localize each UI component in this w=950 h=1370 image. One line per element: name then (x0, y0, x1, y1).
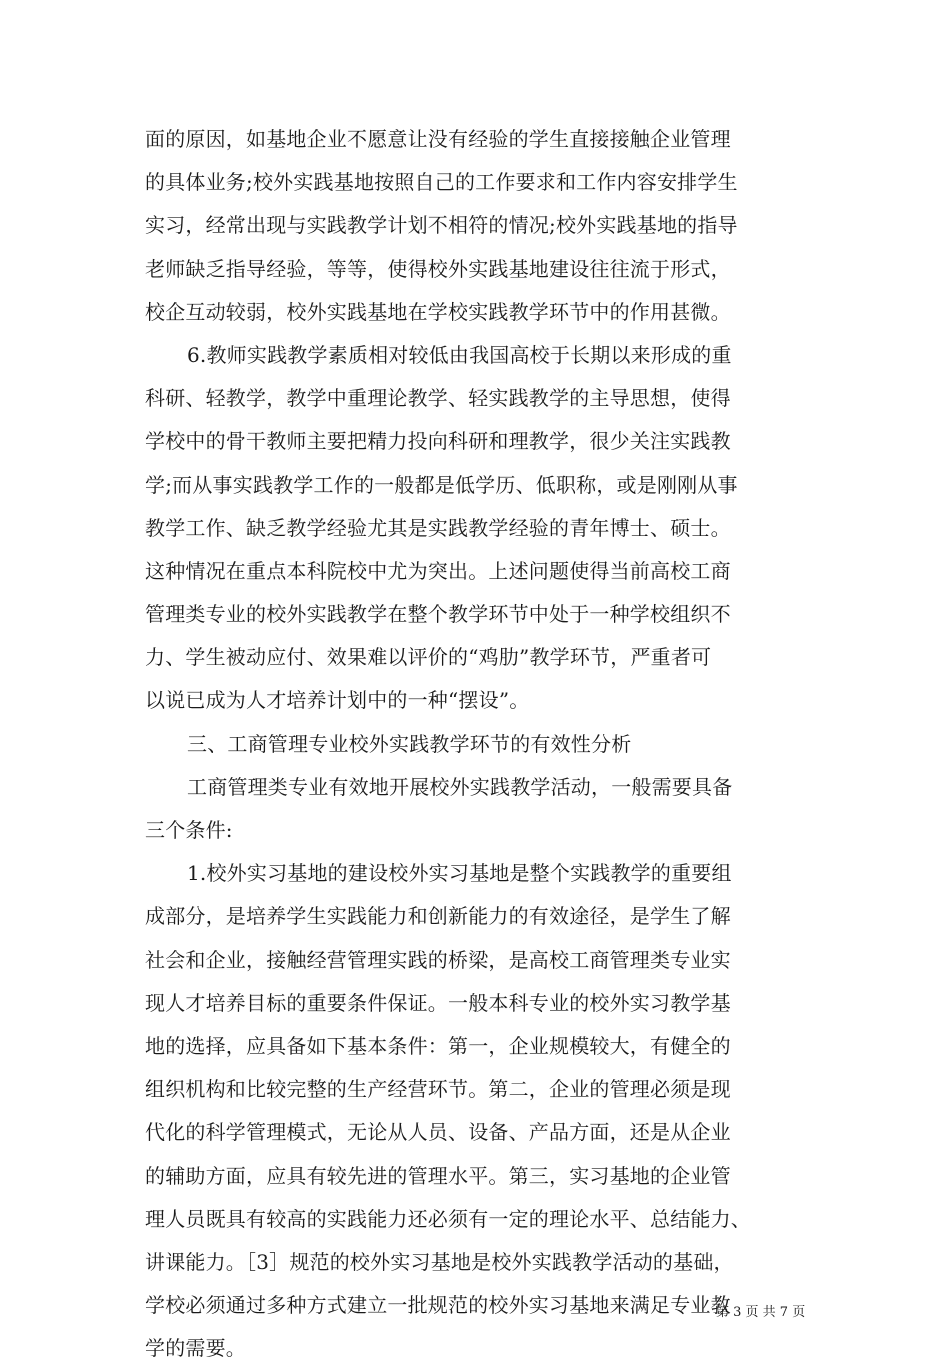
text-line: 面的原因，如基地企业不愿意让没有经验的学生直接接触企业管理 (145, 127, 731, 151)
text-line: 以说已成为人才培养计划中的一种“摆设”。 (145, 688, 530, 713)
text-line: 成部分，是培养学生实践能力和创新能力的有效途径，是学生了解 (145, 904, 731, 929)
page-number-footer: 第 3 页 共 7 页 (716, 1305, 806, 1320)
text-line: 地的选择，应具备如下基本条件：第一，企业规模较大，有健全的 (145, 1033, 731, 1058)
text-line: 教学工作、缺乏教学经验尤其是实践教学经验的青年博士、硕士。 (145, 515, 731, 540)
text-line: 的具体业务;校外实践基地按照自己的工作要求和工作内容安排学生 (145, 170, 738, 195)
text-line: 实习，经常出现与实践教学计划不相符的情况;校外实践基地的指导 (145, 213, 738, 238)
text-line: 讲课能力。［3］规范的校外实习基地是校外实践教学活动的基础， (145, 1249, 734, 1274)
text-line: 现人才培养目标的重要条件保证。一般本科专业的校外实习教学基 (145, 990, 731, 1015)
paragraph-start-line: 工商管理类专业有效地开展校外实践教学活动，一般需要具备 (187, 774, 733, 799)
text-line: 学的需要。 (145, 1336, 246, 1361)
text-line: 学校中的骨干教师主要把精力投向科研和理教学，很少关注实践教 (145, 429, 731, 454)
text-line: 组织机构和比较完整的生产经营环节。第二，企业的管理必须是现 (145, 1077, 731, 1102)
text-line: 代化的科学管理模式，无论从人员、设备、产品方面，还是从企业 (145, 1120, 731, 1145)
text-line: 学校必须通过多种方式建立一批规范的校外实习基地来满足专业教 (145, 1293, 731, 1318)
text-line: 三个条件: (145, 818, 233, 842)
text-line: 管理类专业的校外实践教学在整个教学环节中处于一种学校组织不 (145, 602, 731, 627)
text-line: 老师缺乏指导经验，等等，使得校外实践基地建设往往流于形式， (145, 256, 731, 281)
text-line: 理人员既具有较高的实践能力还必须有一定的理论水平、总结能力、 (145, 1206, 751, 1231)
paragraph-start-line: 1.校外实习基地的建设校外实习基地是整个实践教学的重要组 (187, 861, 732, 886)
text-line: 社会和企业，接触经营管理实践的桥梁，是高校工商管理类专业实 (145, 947, 731, 972)
text-line: 校企互动较弱，校外实践基地在学校实践教学环节中的作用甚微。 (145, 299, 731, 324)
text-line: 科研、轻教学，教学中重理论教学、轻实践教学的主导思想，使得 (145, 386, 731, 411)
section-heading: 三、工商管理专业校外实践教学环节的有效性分析 (187, 731, 632, 756)
text-line: 力、学生被动应付、效果难以评价的“鸡肋”教学环节，严重者可 (145, 645, 712, 670)
paragraph-start-line: 6.教师实践教学素质相对较低由我国高校于长期以来形成的重 (187, 342, 732, 367)
text-line: 这种情况在重点本科院校中尤为突出。上述问题使得当前高校工商 (145, 558, 731, 583)
document-body (145, 118, 810, 1370)
text-line: 的辅助方面，应具有较先进的管理水平。第三，实习基地的企业管 (145, 1163, 731, 1188)
text-line: 学;而从事实践教学工作的一般都是低学历、低职称，或是刚刚从事 (145, 472, 738, 497)
